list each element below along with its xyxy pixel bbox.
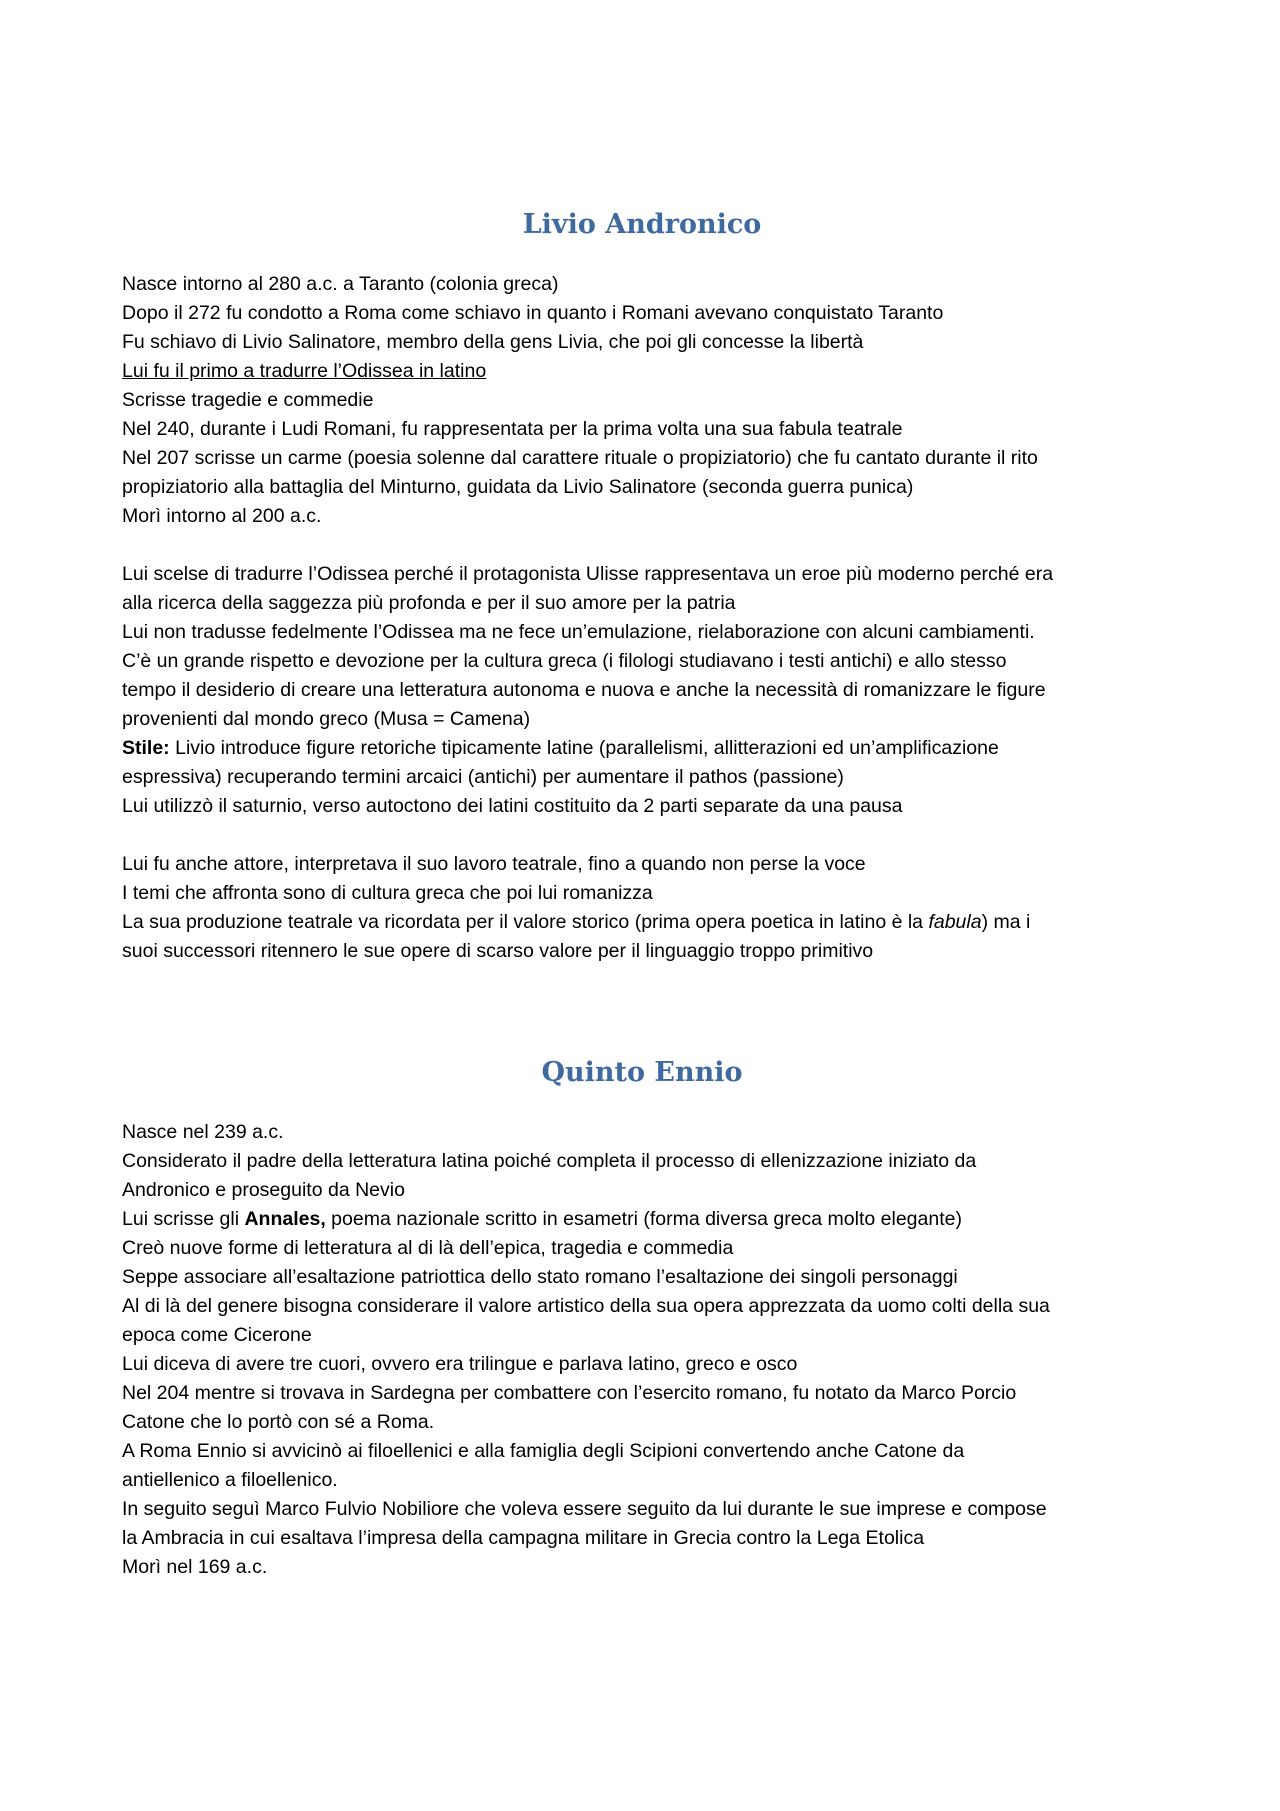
- text-line: Nasce nel 239 a.c.: [122, 1121, 284, 1143]
- text-line: Creò nuove forme di letteratura al di là dell’epica, tragedia e commedia: [122, 1237, 734, 1259]
- text-line: Nel 204 mentre si trovava in Sardegna per combattere con l’esercito romano, fu notato da Marco Porcio: [122, 1382, 1017, 1404]
- text-line: Seppe associare all’esaltazione patriottica dello stato romano l’esaltazione dei singoli personaggi: [122, 1266, 958, 1288]
- section-quinto-ennio: [122, 1046, 1162, 1582]
- text-span: Livio introduce figure retoriche tipicamente latine (parallelismi, allitterazioni ed un’amplificazione: [169, 737, 999, 759]
- section-livio-andronico: [122, 198, 1162, 966]
- section-title: Livio Andronico: [522, 209, 762, 240]
- text-line: In seguito seguì Marco Fulvio Nobiliore che voleva essere seguito da lui durante le sue imprese e compose: [122, 1498, 1047, 1520]
- text-line: propiziatorio alla battaglia del Minturno, guidata da Livio Salinatore (seconda guerra punica): [122, 476, 914, 498]
- text-line: A Roma Ennio si avvicinò ai filoellenici e alla famiglia degli Scipioni convertendo anche Catone da: [122, 1440, 965, 1462]
- text-line-annales: [122, 1205, 1162, 1234]
- text-line-underlined: Lui fu il primo a tradurre l’Odissea in latino: [122, 360, 487, 382]
- text-line: espressiva) recuperando termini arcaici (antichi) per aumentare il pathos (passione): [122, 766, 844, 788]
- text-line: provenienti dal mondo greco (Musa = Camena): [122, 708, 531, 730]
- text-line: Nel 240, durante i Ludi Romani, fu rappresentata per la prima volta una sua fabula teatrale: [122, 418, 903, 440]
- text-line: Morì nel 169 a.c.: [122, 1556, 268, 1578]
- text-line: suoi successori ritennero le sue opere di scarso valore per il linguaggio troppo primitivo: [122, 940, 874, 962]
- text-line: alla ricerca della saggezza più profonda e per il suo amore per la patria: [122, 592, 736, 614]
- text-line: Lui diceva di avere tre cuori, ovvero era trilingue e parlava latino, greco e osco: [122, 1353, 798, 1375]
- text-line: la Ambracia in cui esaltava l’impresa della campagna militare in Grecia contro la Lega Etolica: [122, 1527, 925, 1549]
- text-line: I temi che affronta sono di cultura greca che poi lui romanizza: [122, 882, 653, 904]
- text-line: Dopo il 272 fu condotto a Roma come schiavo in quanto i Romani avevano conquistato Taranto: [122, 302, 944, 324]
- text-line: Al di là del genere bisogna considerare il valore artistico della sua opera apprezzata da uomo colti della sua: [122, 1295, 1050, 1317]
- text-span: poema nazionale scritto in esametri (forma diversa greca molto elegante): [325, 1208, 962, 1230]
- bold-word-annales: Annales,: [244, 1208, 326, 1230]
- text-line: Lui scelse di tradurre l’Odissea perché il protagonista Ulisse rappresentava un eroe più moderno perché era: [122, 563, 1054, 585]
- section-title: Quinto Ennio: [541, 1057, 743, 1088]
- text-line: Considerato il padre della letteratura latina poiché completa il processo di ellenizzazione iniziato da: [122, 1150, 977, 1172]
- text-line: epoca come Cicerone: [122, 1324, 312, 1346]
- text-line: antiellenico a filoellenico.: [122, 1469, 338, 1491]
- text-span: La sua produzione teatrale va ricordata per il valore storico (prima opera poetica in latino è la: [122, 911, 929, 933]
- text-line: Lui utilizzò il saturnio, verso autoctono dei latini costituito da 2 parti separate da una pausa: [122, 795, 903, 817]
- text-line: Scrisse tragedie e commedie: [122, 389, 374, 411]
- text-line: Andronico e proseguito da Nevio: [122, 1179, 405, 1201]
- text-line-stile: [122, 734, 1162, 763]
- text-line: C’è un grande rispetto e devozione per la cultura greca (i filologi studiavano i testi antichi) e allo stesso: [122, 650, 1007, 672]
- text-line-fabula: [122, 908, 1162, 937]
- text-line: Catone che lo portò con sé a Roma.: [122, 1411, 435, 1433]
- text-span: ) ma i: [981, 911, 1031, 933]
- italic-word-fabula: fabula: [928, 911, 982, 933]
- text-span: Lui scrisse gli: [122, 1208, 245, 1230]
- bold-label-stile: Stile:: [122, 737, 170, 759]
- text-line: Morì intorno al 200 a.c.: [122, 505, 322, 527]
- text-line: Nel 207 scrisse un carme (poesia solenne dal carattere rituale o propiziatorio) che fu cantato durante il rito: [122, 447, 1038, 469]
- text-line: Nasce intorno al 280 a.c. a Taranto (colonia greca): [122, 273, 559, 295]
- text-line: Lui non tradusse fedelmente l’Odissea ma ne fece un’emulazione, rielaborazione con alcuni cambiamenti.: [122, 621, 1035, 643]
- text-line: Lui fu anche attore, interpretava il suo lavoro teatrale, fino a quando non perse la voce: [122, 853, 866, 875]
- text-line: tempo il desiderio di creare una letteratura autonoma e nuova e anche la necessità di romanizzare le figure: [122, 679, 1046, 701]
- text-line: Fu schiavo di Livio Salinatore, membro della gens Livia, che poi gli concesse la libertà: [122, 331, 864, 353]
